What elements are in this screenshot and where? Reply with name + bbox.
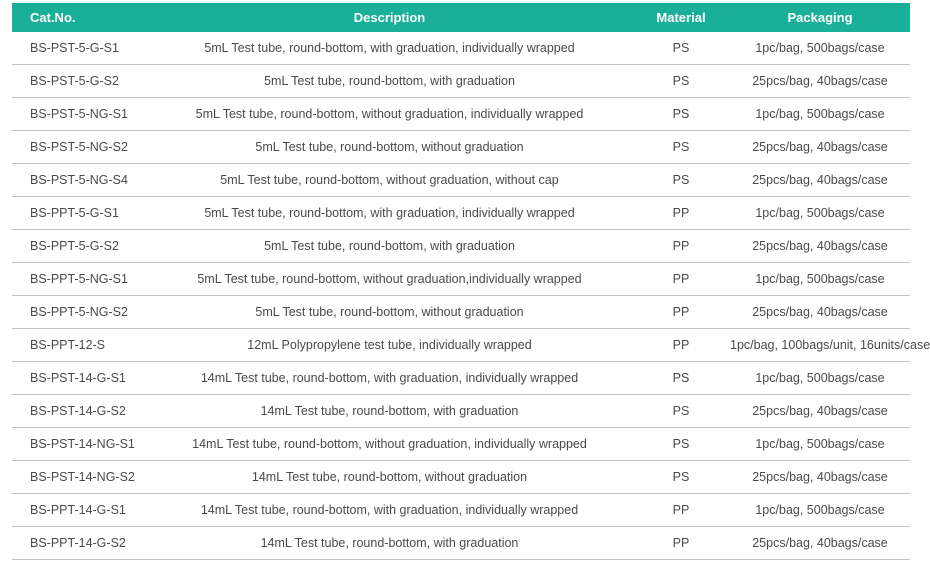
table-row bbox=[12, 362, 910, 395]
cell-packaging: 25pcs/bag, 40bags/case bbox=[730, 296, 910, 329]
header-packaging: Packaging bbox=[730, 3, 910, 32]
cell-cat-no: BS-PPT-5-NG-S2 bbox=[12, 296, 147, 329]
cell-packaging: 1pc/bag, 500bags/case bbox=[730, 362, 910, 395]
cell-description: 5mL Test tube, round-bottom, with graduation, individually wrapped bbox=[147, 32, 632, 65]
cell-cat-no: BS-PPT-14-G-S1 bbox=[12, 494, 147, 527]
cell-description: 14mL Test tube, round-bottom, with graduation bbox=[147, 395, 632, 428]
cell-material: PP bbox=[632, 329, 730, 362]
cell-description: 5mL Test tube, round-bottom, with graduation bbox=[147, 65, 632, 98]
table-row bbox=[12, 98, 910, 131]
cell-cat-no: BS-PST-5-NG-S2 bbox=[12, 131, 147, 164]
cell-material: PP bbox=[632, 494, 730, 527]
cell-material: PP bbox=[632, 230, 730, 263]
cell-packaging: 1pc/bag, 100bags/unit, 16units/case bbox=[730, 329, 910, 362]
cell-packaging: 25pcs/bag, 40bags/case bbox=[730, 164, 910, 197]
cell-packaging: 1pc/bag, 500bags/case bbox=[730, 98, 910, 131]
cell-cat-no: BS-PPT-12-S bbox=[12, 329, 147, 362]
table-row bbox=[12, 461, 910, 494]
table-header bbox=[12, 3, 910, 32]
cell-packaging: 25pcs/bag, 40bags/case bbox=[730, 461, 910, 494]
table-row bbox=[12, 131, 910, 164]
header-row bbox=[12, 3, 910, 32]
cell-material: PS bbox=[632, 131, 730, 164]
cell-description: 5mL Test tube, round-bottom, with graduation bbox=[147, 230, 632, 263]
cell-material: PS bbox=[632, 65, 730, 98]
table-row bbox=[12, 329, 910, 362]
cell-packaging: 1pc/bag, 500bags/case bbox=[730, 494, 910, 527]
cell-packaging: 1pc/bag, 500bags/case bbox=[730, 32, 910, 65]
product-table bbox=[12, 3, 930, 560]
table-row bbox=[12, 395, 910, 428]
cell-material: PS bbox=[632, 428, 730, 461]
cell-packaging: 1pc/bag, 500bags/case bbox=[730, 197, 910, 230]
cell-cat-no: BS-PST-14-NG-S2 bbox=[12, 461, 147, 494]
cell-material: PS bbox=[632, 395, 730, 428]
table-row bbox=[12, 197, 910, 230]
cell-material: PS bbox=[632, 164, 730, 197]
header-material: Material bbox=[632, 3, 730, 32]
header-description: Description bbox=[147, 3, 632, 32]
cell-cat-no: BS-PPT-5-NG-S1 bbox=[12, 263, 147, 296]
cell-description: 5mL Test tube, round-bottom, without graduation,individually wrapped bbox=[147, 263, 632, 296]
cell-cat-no: BS-PST-14-NG-S1 bbox=[12, 428, 147, 461]
table-row bbox=[12, 65, 910, 98]
table-row bbox=[12, 164, 910, 197]
cell-packaging: 25pcs/bag, 40bags/case bbox=[730, 65, 910, 98]
cell-description: 14mL Test tube, round-bottom, without graduation, individually wrapped bbox=[147, 428, 632, 461]
table-row bbox=[12, 230, 910, 263]
table-row bbox=[12, 428, 910, 461]
table-row bbox=[12, 494, 910, 527]
cell-material: PS bbox=[632, 461, 730, 494]
table-body bbox=[12, 32, 930, 560]
cell-cat-no: BS-PPT-14-G-S2 bbox=[12, 527, 147, 560]
cell-cat-no: BS-PST-14-G-S1 bbox=[12, 362, 147, 395]
cell-description: 14mL Test tube, round-bottom, with graduation, individually wrapped bbox=[147, 362, 632, 395]
cell-packaging: 1pc/bag, 500bags/case bbox=[730, 263, 910, 296]
table-row bbox=[12, 32, 910, 65]
cell-packaging: 25pcs/bag, 40bags/case bbox=[730, 230, 910, 263]
cell-packaging: 1pc/bag, 500bags/case bbox=[730, 428, 910, 461]
header-cat-no: Cat.No. bbox=[12, 3, 147, 32]
cell-description: 5mL Test tube, round-bottom, without graduation, without cap bbox=[147, 164, 632, 197]
cell-cat-no: BS-PPT-5-G-S1 bbox=[12, 197, 147, 230]
cell-cat-no: BS-PST-5-G-S1 bbox=[12, 32, 147, 65]
table-row bbox=[12, 527, 910, 560]
cell-packaging: 25pcs/bag, 40bags/case bbox=[730, 131, 910, 164]
cell-cat-no: BS-PST-5-G-S2 bbox=[12, 65, 147, 98]
cell-material: PS bbox=[632, 362, 730, 395]
cell-packaging: 25pcs/bag, 40bags/case bbox=[730, 527, 910, 560]
cell-material: PS bbox=[632, 98, 730, 131]
cell-description: 12mL Polypropylene test tube, individually wrapped bbox=[147, 329, 632, 362]
cell-cat-no: BS-PPT-5-G-S2 bbox=[12, 230, 147, 263]
cell-description: 14mL Test tube, round-bottom, with graduation bbox=[147, 527, 632, 560]
table-row bbox=[12, 263, 910, 296]
cell-material: PP bbox=[632, 263, 730, 296]
cell-material: PS bbox=[632, 32, 730, 65]
cell-cat-no: BS-PST-5-NG-S1 bbox=[12, 98, 147, 131]
cell-material: PP bbox=[632, 527, 730, 560]
table-row bbox=[12, 296, 910, 329]
cell-description: 5mL Test tube, round-bottom, without graduation bbox=[147, 131, 632, 164]
cell-description: 5mL Test tube, round-bottom, with graduation, individually wrapped bbox=[147, 197, 632, 230]
cell-cat-no: BS-PST-5-NG-S4 bbox=[12, 164, 147, 197]
cell-description: 14mL Test tube, round-bottom, without graduation bbox=[147, 461, 632, 494]
cell-material: PP bbox=[632, 197, 730, 230]
cell-packaging: 25pcs/bag, 40bags/case bbox=[730, 395, 910, 428]
cell-material: PP bbox=[632, 296, 730, 329]
cell-description: 5mL Test tube, round-bottom, without graduation bbox=[147, 296, 632, 329]
cell-description: 5mL Test tube, round-bottom, without graduation, individually wrapped bbox=[147, 98, 632, 131]
cell-cat-no: BS-PST-14-G-S2 bbox=[12, 395, 147, 428]
cell-description: 14mL Test tube, round-bottom, with graduation, individually wrapped bbox=[147, 494, 632, 527]
